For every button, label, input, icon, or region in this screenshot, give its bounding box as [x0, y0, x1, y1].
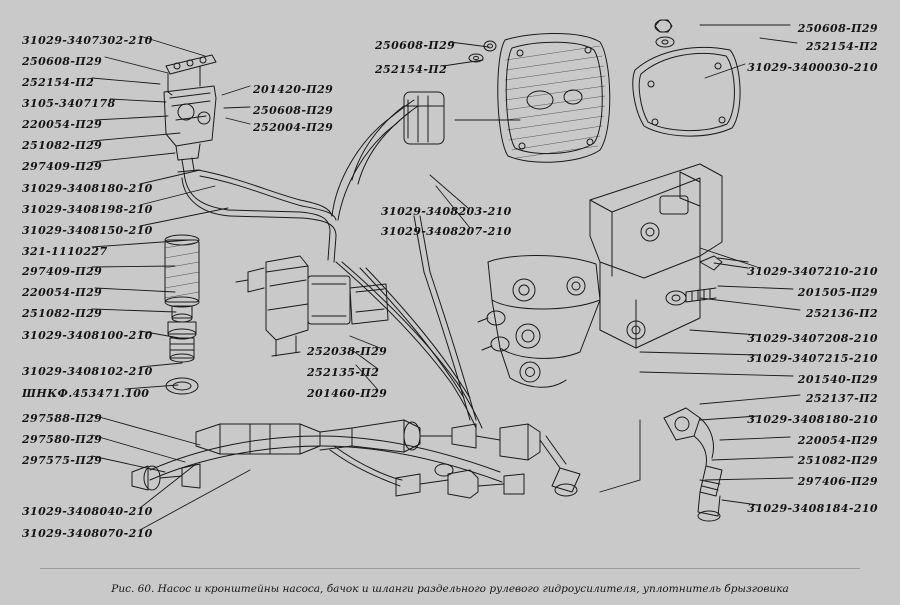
part-label: 201505-П29: [797, 286, 878, 299]
part-label: 31029-3408198-210: [22, 203, 153, 216]
splash-shield-seal: [498, 34, 610, 163]
part-label: 251082-П29: [22, 139, 103, 152]
hydraulic-hoses-upper: [182, 170, 336, 262]
part-label: 250608-П29: [22, 55, 103, 68]
hose-end-fitting-right: [664, 408, 722, 521]
part-label: ШНКФ.453471.100: [22, 387, 150, 400]
part-label: 31029-3408102-210: [22, 365, 153, 378]
part-label: 252154-П2: [22, 76, 95, 89]
reservoir-filter-stack: [165, 235, 199, 394]
part-label: 251082-П29: [797, 454, 878, 467]
part-label: 31029-3408150-210: [22, 224, 153, 237]
part-label: 250608-П29: [375, 39, 456, 52]
part-label: 321-1110227: [22, 245, 108, 258]
part-label: 31029-3407215-210: [747, 352, 878, 365]
pump-bracket-assembly: [164, 55, 216, 172]
part-label: 31029-3408184-210: [747, 502, 878, 515]
caption-divider: [40, 568, 860, 569]
part-label: 3105-3407178: [22, 97, 116, 110]
part-label: 31029-3407210-210: [747, 265, 878, 278]
gasket-fastener: [469, 41, 496, 62]
part-label: 31029-3407302-210: [22, 34, 153, 47]
part-label: 252038-П29: [307, 345, 388, 358]
part-label: 252154-П2: [805, 40, 878, 53]
part-label: 31029-3408180-210: [22, 182, 153, 195]
part-label: 250608-П29: [253, 104, 334, 117]
cover-plate-fasteners: [655, 20, 674, 47]
part-label: 250608-П29: [797, 22, 878, 35]
part-label: 252135-П2: [307, 366, 380, 379]
part-label: 252137-П2: [805, 392, 878, 405]
hose-elbow-pair: [332, 92, 444, 220]
part-label: 31029-3408040-210: [22, 505, 153, 518]
part-label: 31029-3408207-210: [381, 225, 512, 238]
part-label: 201540-П29: [797, 373, 878, 386]
part-label: 31029-3408100-210: [22, 329, 153, 342]
part-label: 220054-П29: [797, 434, 878, 447]
part-label: 31029-3400030-210: [747, 61, 878, 74]
part-label: 220054-П29: [22, 286, 103, 299]
part-label: 297409-П29: [22, 265, 103, 278]
part-label: 220054-П29: [22, 118, 103, 131]
part-label: 31029-3408180-210: [747, 413, 878, 426]
part-label: 297406-П29: [797, 475, 878, 488]
pump-mounting-bracket: [488, 256, 600, 388]
part-label: 251082-П29: [22, 307, 103, 320]
cover-plate: [633, 47, 740, 136]
power-steering-pump: [236, 256, 388, 356]
part-label: 297409-П29: [22, 160, 103, 173]
part-label: 201420-П29: [253, 83, 334, 96]
part-label: 297575-П29: [22, 454, 103, 467]
part-label: 31029-3407208-210: [747, 332, 878, 345]
pump-support-bracket-right: [590, 164, 722, 348]
part-label: 297580-П29: [22, 433, 103, 446]
figure-caption: Рис. 60. Насос и кронштейны насоса, бачок и шланги раздельного рулевого гидроусилителя, уплотнитель брызговика: [111, 583, 789, 595]
part-label: 31029-3408070-210: [22, 527, 153, 540]
part-label: 297588-П29: [22, 412, 103, 425]
part-label: 31029-3408203-210: [381, 205, 512, 218]
steering-hose-linkage: [132, 420, 580, 498]
part-label: 252004-П29: [253, 121, 334, 134]
part-label: 201460-П29: [307, 387, 388, 400]
part-label: 252154-П2: [375, 63, 448, 76]
part-label: 252136-П2: [805, 307, 878, 320]
